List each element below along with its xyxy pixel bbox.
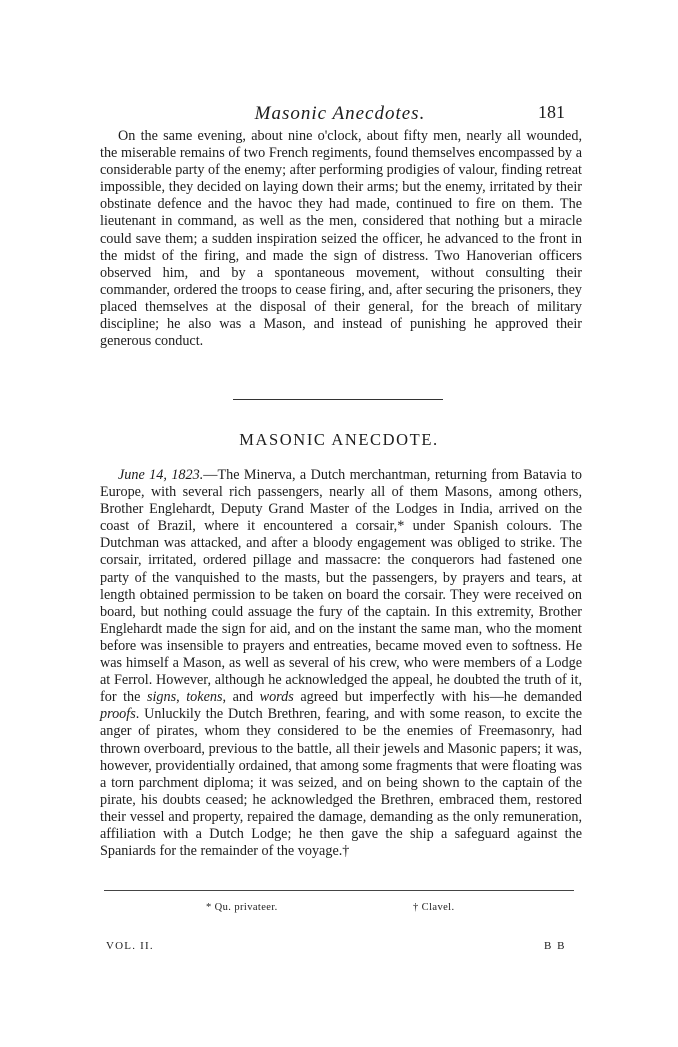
paragraph-text-c: . Unluckily the Dutch Brethren, fearing, and with some reason, to excite the anger of pirates, whom they considered to be the enemies of Freemasonry, had thrown overboard, previous to the battle, all their jewels and Masonic papers; it was, however, providentially ordained, that among some fragments that were floating was a torn parchment diploma; it was seized, and on being shown to the captain of the pirate, his doubts ceased; he acknowledged the Brethren, embraced them, restored their vessel and property, repaired the damage, demanding as the only remuneration, affiliation with a Dutch Lodge; he then gave the ship a safeguard against the Spaniards for the remainder of the voyage.† [100, 706, 582, 860]
footnote-clavel: † Clavel. [413, 902, 455, 913]
comma-1: , [176, 689, 187, 706]
footnote-privateer: * Qu. privateer. [206, 902, 278, 913]
word-words: words [259, 689, 294, 706]
signature-mark: B B [544, 940, 566, 952]
paragraph-minerva [100, 467, 582, 860]
running-title: Masonic Anecdotes. [254, 103, 426, 124]
paragraph-french-regiments: On the same evening, about nine o'clock, about fifty men, nearly all wounded, the miserable remains of two French regiments, found themselves encompassed by a considerable party of the enemy; after performing prodigies of valour, finding retreat impossible, they decided on laying down their arms; but the enemy, irritated by their obstinate defence and the havoc they had made, continued to fire on them. The lieutenant in command, as well as the men, considered that nothing but a miracle could save them; a sudden inspiration seized the officer, he advanced to the front in the midst of the firing, and made the sign of distress. Two Hanoverian officers observed him, and by a spontaneous movement, without consulting their commander, ordered the troops to cease firing, and, after securing the prisoners, they placed themselves at the disposal of their general, for the breach of military discipline; he also was a Mason, and instead of punishing he approved their generous conduct. [100, 128, 582, 350]
paragraph-text-a: —The Minerva, a Dutch merchantman, returning from Batavia to Europe, with several rich passengers, nearly all of them Masons, among others, Brother Englehardt, Deputy Grand Master of the Lodges in India, arrived on the coast of Brazil, where it encountered a corsair,* under Spanish colours. The Dutchman was attacked, and after a bloody engagement was obliged to strike. The corsair, irritated, ordered pillage and massacre: the conquerors had fastened one party of the vanquished to the masts, but the passengers, by prayers and tears, at length obtained permission to be taken on board the corsair. They were received on board, but nothing could assuage the fury of the captain. In this extremity, Brother Englehardt made the sign for aid, and on the instant the same man, who the moment before was insensible to prayers and entreaties, became moved even to softness. He was himself a Mason, as well as several of his crew, who were members of a Lodge at Ferrol. However, although he acknowledged the appeal, he doubted the truth of it, for the [100, 467, 582, 706]
page-number: 181 [538, 102, 565, 122]
section-heading: MASONIC ANECDOTE. [239, 430, 439, 449]
word-signs: signs [146, 689, 177, 706]
anecdote-date: June 14, 1823. [118, 467, 204, 483]
and-word: , and [222, 689, 260, 706]
paragraph-text-b: agreed but imperfectly with his—he demanded [293, 689, 583, 706]
footnote-rule [104, 890, 574, 891]
volume-mark: VOL. II. [106, 940, 154, 952]
word-proofs: proofs [100, 706, 136, 723]
section-divider [233, 399, 443, 400]
word-tokens: tokens [186, 689, 223, 706]
